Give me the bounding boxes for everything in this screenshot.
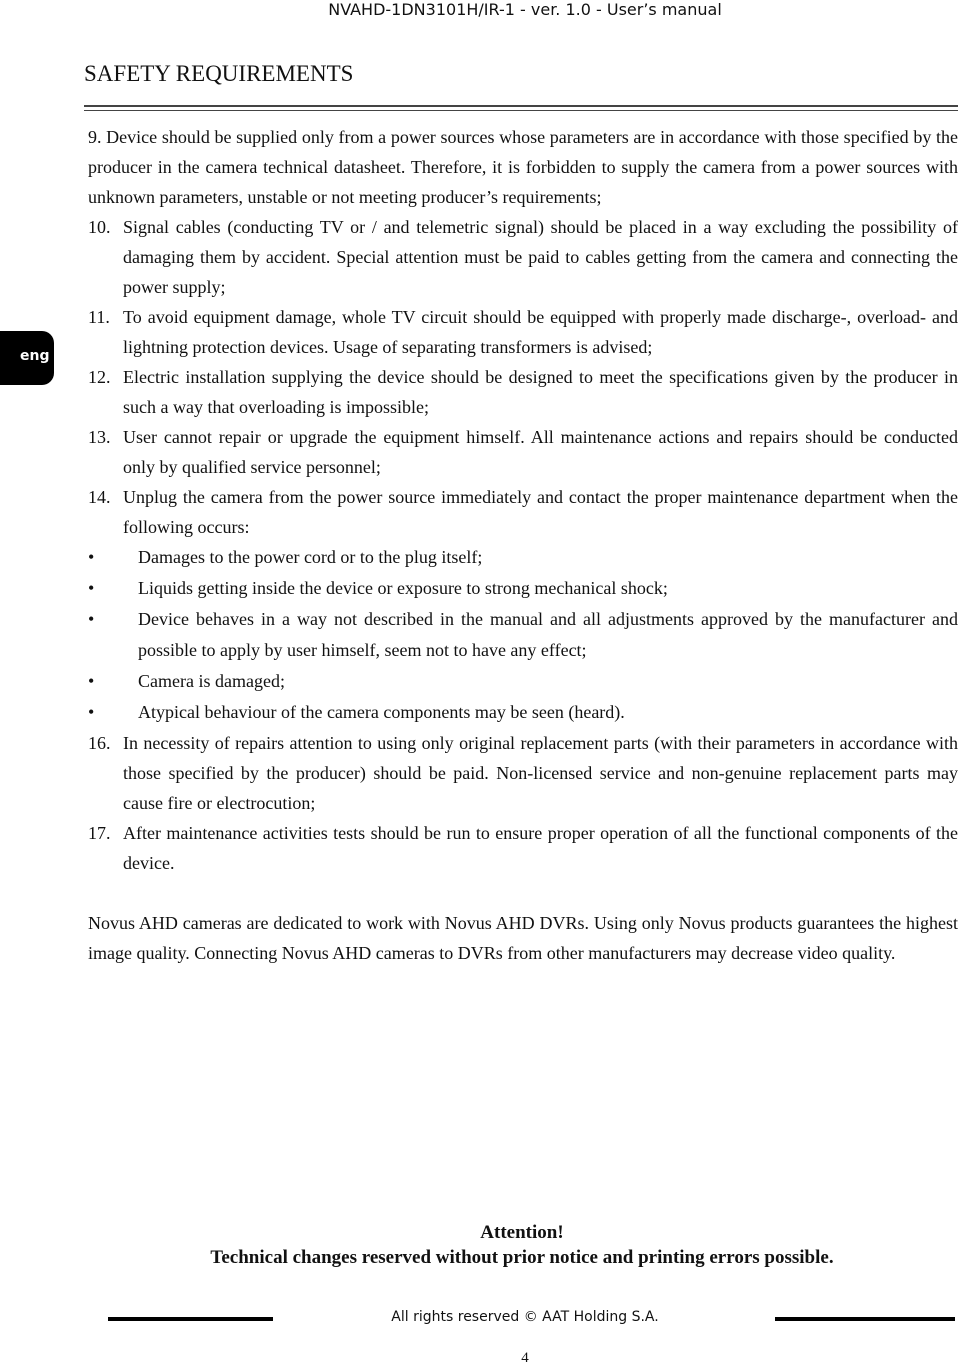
- list-item-10: [88, 212, 958, 302]
- bullet-icon: •: [88, 609, 95, 629]
- bullet-item: [88, 604, 958, 666]
- item-number: 14.: [88, 487, 111, 507]
- bullet-icon: •: [88, 547, 95, 567]
- item-text: User cannot repair or upgrade the equipment himself. All maintenance actions and repairs should be conducted only by qualified service personnel;: [123, 427, 958, 477]
- title-rule-thin: [84, 110, 958, 111]
- item-text: Electric installation supplying the device should be designed to meet the specifications given by the producer in such a way that overloading is impossible;: [123, 367, 958, 417]
- item-number: 10.: [88, 217, 111, 237]
- bullet-item: [88, 542, 958, 573]
- bullet-icon: •: [88, 578, 95, 598]
- list-item-14: [88, 482, 958, 542]
- item-number: 12.: [88, 367, 111, 387]
- footer-bar-right: [775, 1317, 955, 1321]
- item-number: 17.: [88, 823, 111, 843]
- list-item-12: [88, 362, 958, 422]
- compatibility-paragraph: Novus AHD cameras are dedicated to work with Novus AHD DVRs. Using only Novus products guarantees the highest image quality. Connecting Novus AHD cameras to DVRs from other manufacturers may decrease video quality.: [88, 913, 958, 963]
- item-number: 13.: [88, 427, 111, 447]
- item-text: Unplug the camera from the power source immediately and contact the proper maintenance department when the following occurs:: [123, 487, 958, 537]
- item-text: In necessity of repairs attention to using only original replacement parts (with their parameters in accordance with those specified by the producer) should be paid. Non-licensed service and non-genuine replacement parts may cause fire or electrocution;: [123, 733, 958, 813]
- bullet-text: Camera is damaged;: [138, 671, 285, 691]
- footer-copyright: All rights reserved © AAT Holding S.A.: [391, 1309, 659, 1325]
- item-number: 11.: [88, 307, 110, 327]
- bullet-text: Liquids getting inside the device or exposure to strong mechanical shock;: [138, 578, 668, 598]
- item-text: After maintenance activities tests should be run to ensure proper operation of all the functional components of the device.: [123, 823, 958, 873]
- document-body: [88, 122, 958, 968]
- footer-bar-left: [108, 1317, 273, 1321]
- bullet-icon: •: [88, 702, 95, 722]
- list-item-11: [88, 302, 958, 362]
- page-number: 4: [521, 1350, 529, 1366]
- section-title: SAFETY REQUIREMENTS: [84, 61, 354, 86]
- bullet-item: [88, 573, 958, 604]
- bullet-text: Damages to the power cord or to the plug itself;: [138, 547, 483, 567]
- running-header: NVAHD-1DN3101H/IR-1 - ver. 1.0 - User’s manual: [328, 0, 722, 19]
- bullet-text: Atypical behaviour of the camera components may be seen (heard).: [138, 702, 625, 722]
- bullet-item: [88, 697, 958, 728]
- attention-text: Technical changes reserved without prior notice and printing errors possible.: [210, 1247, 834, 1268]
- bullet-text: Device behaves in a way not described in the manual and all adjustments approved by the manufacturer and possible to apply by user himself, seem not to have any effect;: [138, 609, 958, 660]
- list-item-9: 9. Device should be supplied only from a power sources whose parameters are in accordance with those specified by the producer in the camera technical datasheet. Therefore, it is forbidden to supply the camera from a power sources with unknown parameters, unstable or not meeting producer’s requirements;: [88, 127, 958, 207]
- item-text: Signal cables (conducting TV or / and telemetric signal) should be placed in a way excluding the possibility of damaging them by accident. Special attention must be paid to cables getting from the camera and connecting the power supply;: [123, 217, 958, 297]
- language-tab-label: eng: [20, 348, 50, 364]
- language-tab: [0, 331, 54, 385]
- bullet-item: [88, 666, 958, 697]
- bullet-icon: •: [88, 671, 95, 691]
- list-item-16: [88, 728, 958, 818]
- item-number: 16.: [88, 733, 111, 753]
- title-rule-thick: [84, 105, 958, 107]
- attention-title: Attention!: [480, 1222, 564, 1243]
- list-item-17: [88, 818, 958, 878]
- attention-notice: [84, 1220, 960, 1270]
- item-text: To avoid equipment damage, whole TV circuit should be equipped with properly made discharge-, overload- and lightning protection devices. Usage of separating transformers is advised;: [123, 307, 958, 357]
- list-item-13: [88, 422, 958, 482]
